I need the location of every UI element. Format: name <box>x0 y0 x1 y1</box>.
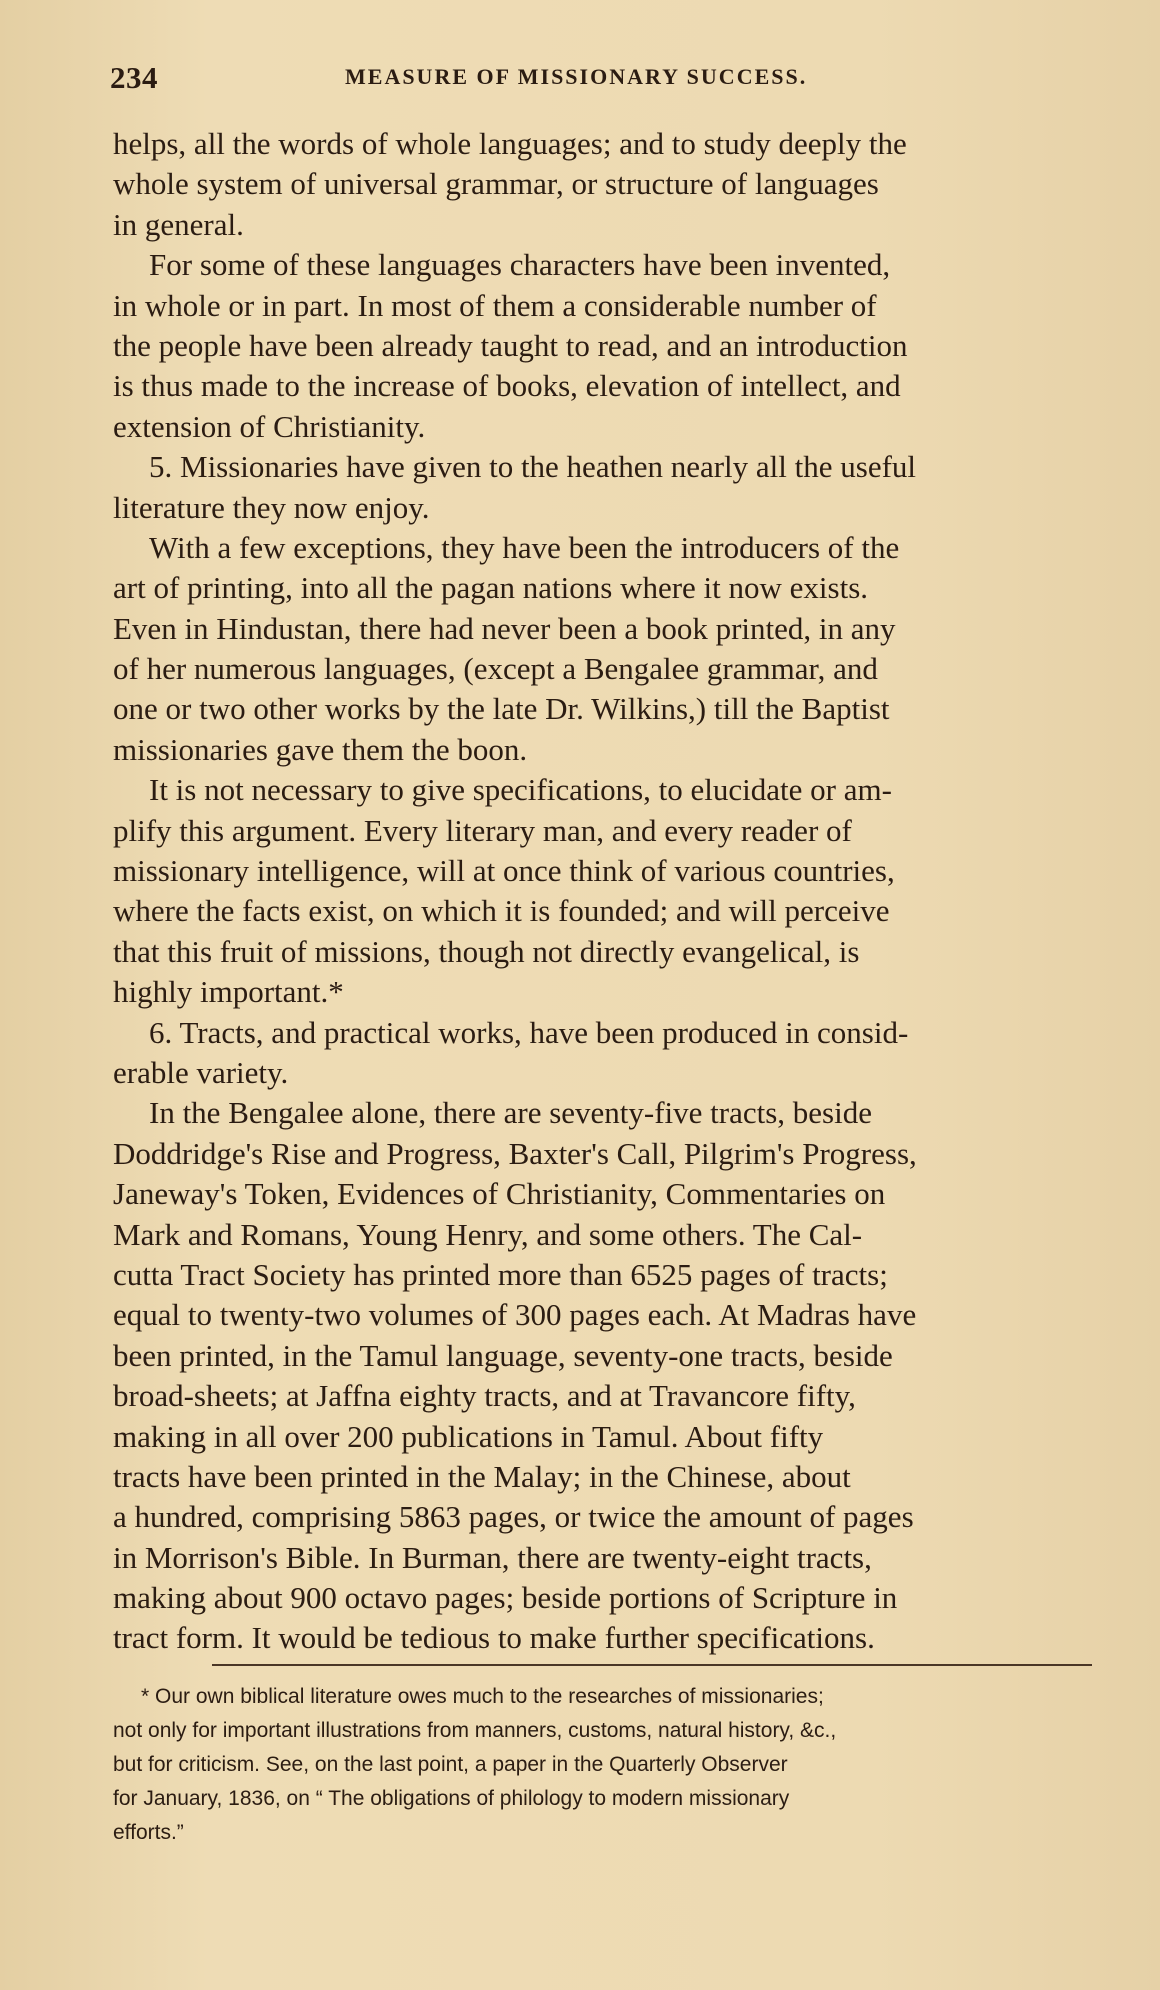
footnote <box>113 1680 1091 1850</box>
body-line: a hundred, comprising 5863 pages, or twice the amount of pages <box>113 1499 914 1535</box>
body-line: Doddridge's Rise and Progress, Baxter's Call, Pilgrim's Progress, <box>113 1135 917 1171</box>
body-line: missionaries gave them the boon. <box>113 731 528 767</box>
body-line: 6. Tracts, and practical works, have been produced in consid- <box>149 1014 909 1050</box>
body-line: that this fruit of missions, though not directly evangelical, is <box>113 933 860 969</box>
body-line: plify this argument. Every literary man, and every reader of <box>113 812 852 848</box>
body-line: making in all over 200 publications in Tamul. About fifty <box>113 1418 824 1454</box>
body-line: tract form. It would be tedious to make further specifications. <box>113 1620 875 1656</box>
body-line: is thus made to the increase of books, elevation of intellect, and <box>113 368 901 404</box>
body-line: the people have been already taught to read, and an introduction <box>113 327 908 363</box>
body-line: helps, all the words of whole languages; and to study deeply the <box>113 126 907 161</box>
footnote-line: but for criticism. See, on the last point, a paper in the Quarterly Observer <box>113 1753 788 1776</box>
body-line: 5. Missionaries have given to the heathen nearly all the useful <box>149 449 917 485</box>
footnote-rule <box>212 1664 1092 1666</box>
body-line: literature they now enjoy. <box>113 489 430 525</box>
body-line: extension of Christianity. <box>113 408 426 444</box>
footnote-line: for January, 1836, on “ The obligations of philology to modern missionary <box>113 1787 790 1810</box>
body-line: Even in Hindustan, there had never been a book printed, in any <box>113 610 896 646</box>
page-header <box>110 60 1120 100</box>
body-text <box>113 124 1091 1659</box>
body-line: in Morrison's Bible. In Burman, there are twenty-eight tracts, <box>113 1539 872 1575</box>
body-line: whole system of universal grammar, or structure of languages <box>113 166 879 202</box>
body-line: art of printing, into all the pagan nations where it now exists. <box>113 570 869 606</box>
body-line: Mark and Romans, Young Henry, and some others. The Cal- <box>113 1216 863 1252</box>
body-line: tracts have been printed in the Malay; in the Chinese, about <box>113 1458 851 1494</box>
body-line: broad-sheets; at Jaffna eighty tracts, and at Travancore fifty, <box>113 1378 856 1414</box>
body-line: in general. <box>113 206 244 242</box>
body-line: It is not necessary to give specifications, to elucidate or am- <box>149 772 892 808</box>
page-number: 234 <box>110 60 158 95</box>
body-line: cutta Tract Society has printed more than 6525 pages of tracts; <box>113 1256 888 1292</box>
body-line: making about 900 octavo pages; beside portions of Scripture in <box>113 1580 898 1616</box>
body-line: of her numerous languages, (except a Bengalee grammar, and <box>113 651 878 687</box>
footnote-line: efforts.” <box>113 1821 184 1844</box>
body-line: in whole or in part. In most of them a considerable number of <box>113 287 877 323</box>
body-line: erable variety. <box>113 1054 289 1090</box>
body-line: missionary intelligence, will at once think of various countries, <box>113 853 895 889</box>
body-line: Janeway's Token, Evidences of Christianity, Commentaries on <box>113 1176 886 1212</box>
body-line: one or two other works by the late Dr. Wilkins,) till the Baptist <box>113 691 890 727</box>
body-line: With a few exceptions, they have been the introducers of the <box>149 529 900 565</box>
body-line: highly important.* <box>113 974 344 1010</box>
body-line: been printed, in the Tamul language, seventy-one tracts, beside <box>113 1337 893 1373</box>
footnote-line: not only for important illustrations from manners, customs, natural history, &c., <box>113 1719 837 1742</box>
body-line: where the facts exist, on which it is founded; and will perceive <box>113 893 890 929</box>
body-line: equal to twenty-two volumes of 300 pages each. At Madras have <box>113 1297 917 1333</box>
footnote-line: * Our own biblical literature owes much to the researches of missionaries; <box>141 1685 824 1708</box>
body-line: In the Bengalee alone, there are seventy-five tracts, beside <box>149 1095 872 1131</box>
running-head: MEASURE OF MISSIONARY SUCCESS. <box>345 64 808 89</box>
body-line: For some of these languages characters have been invented, <box>149 247 891 283</box>
